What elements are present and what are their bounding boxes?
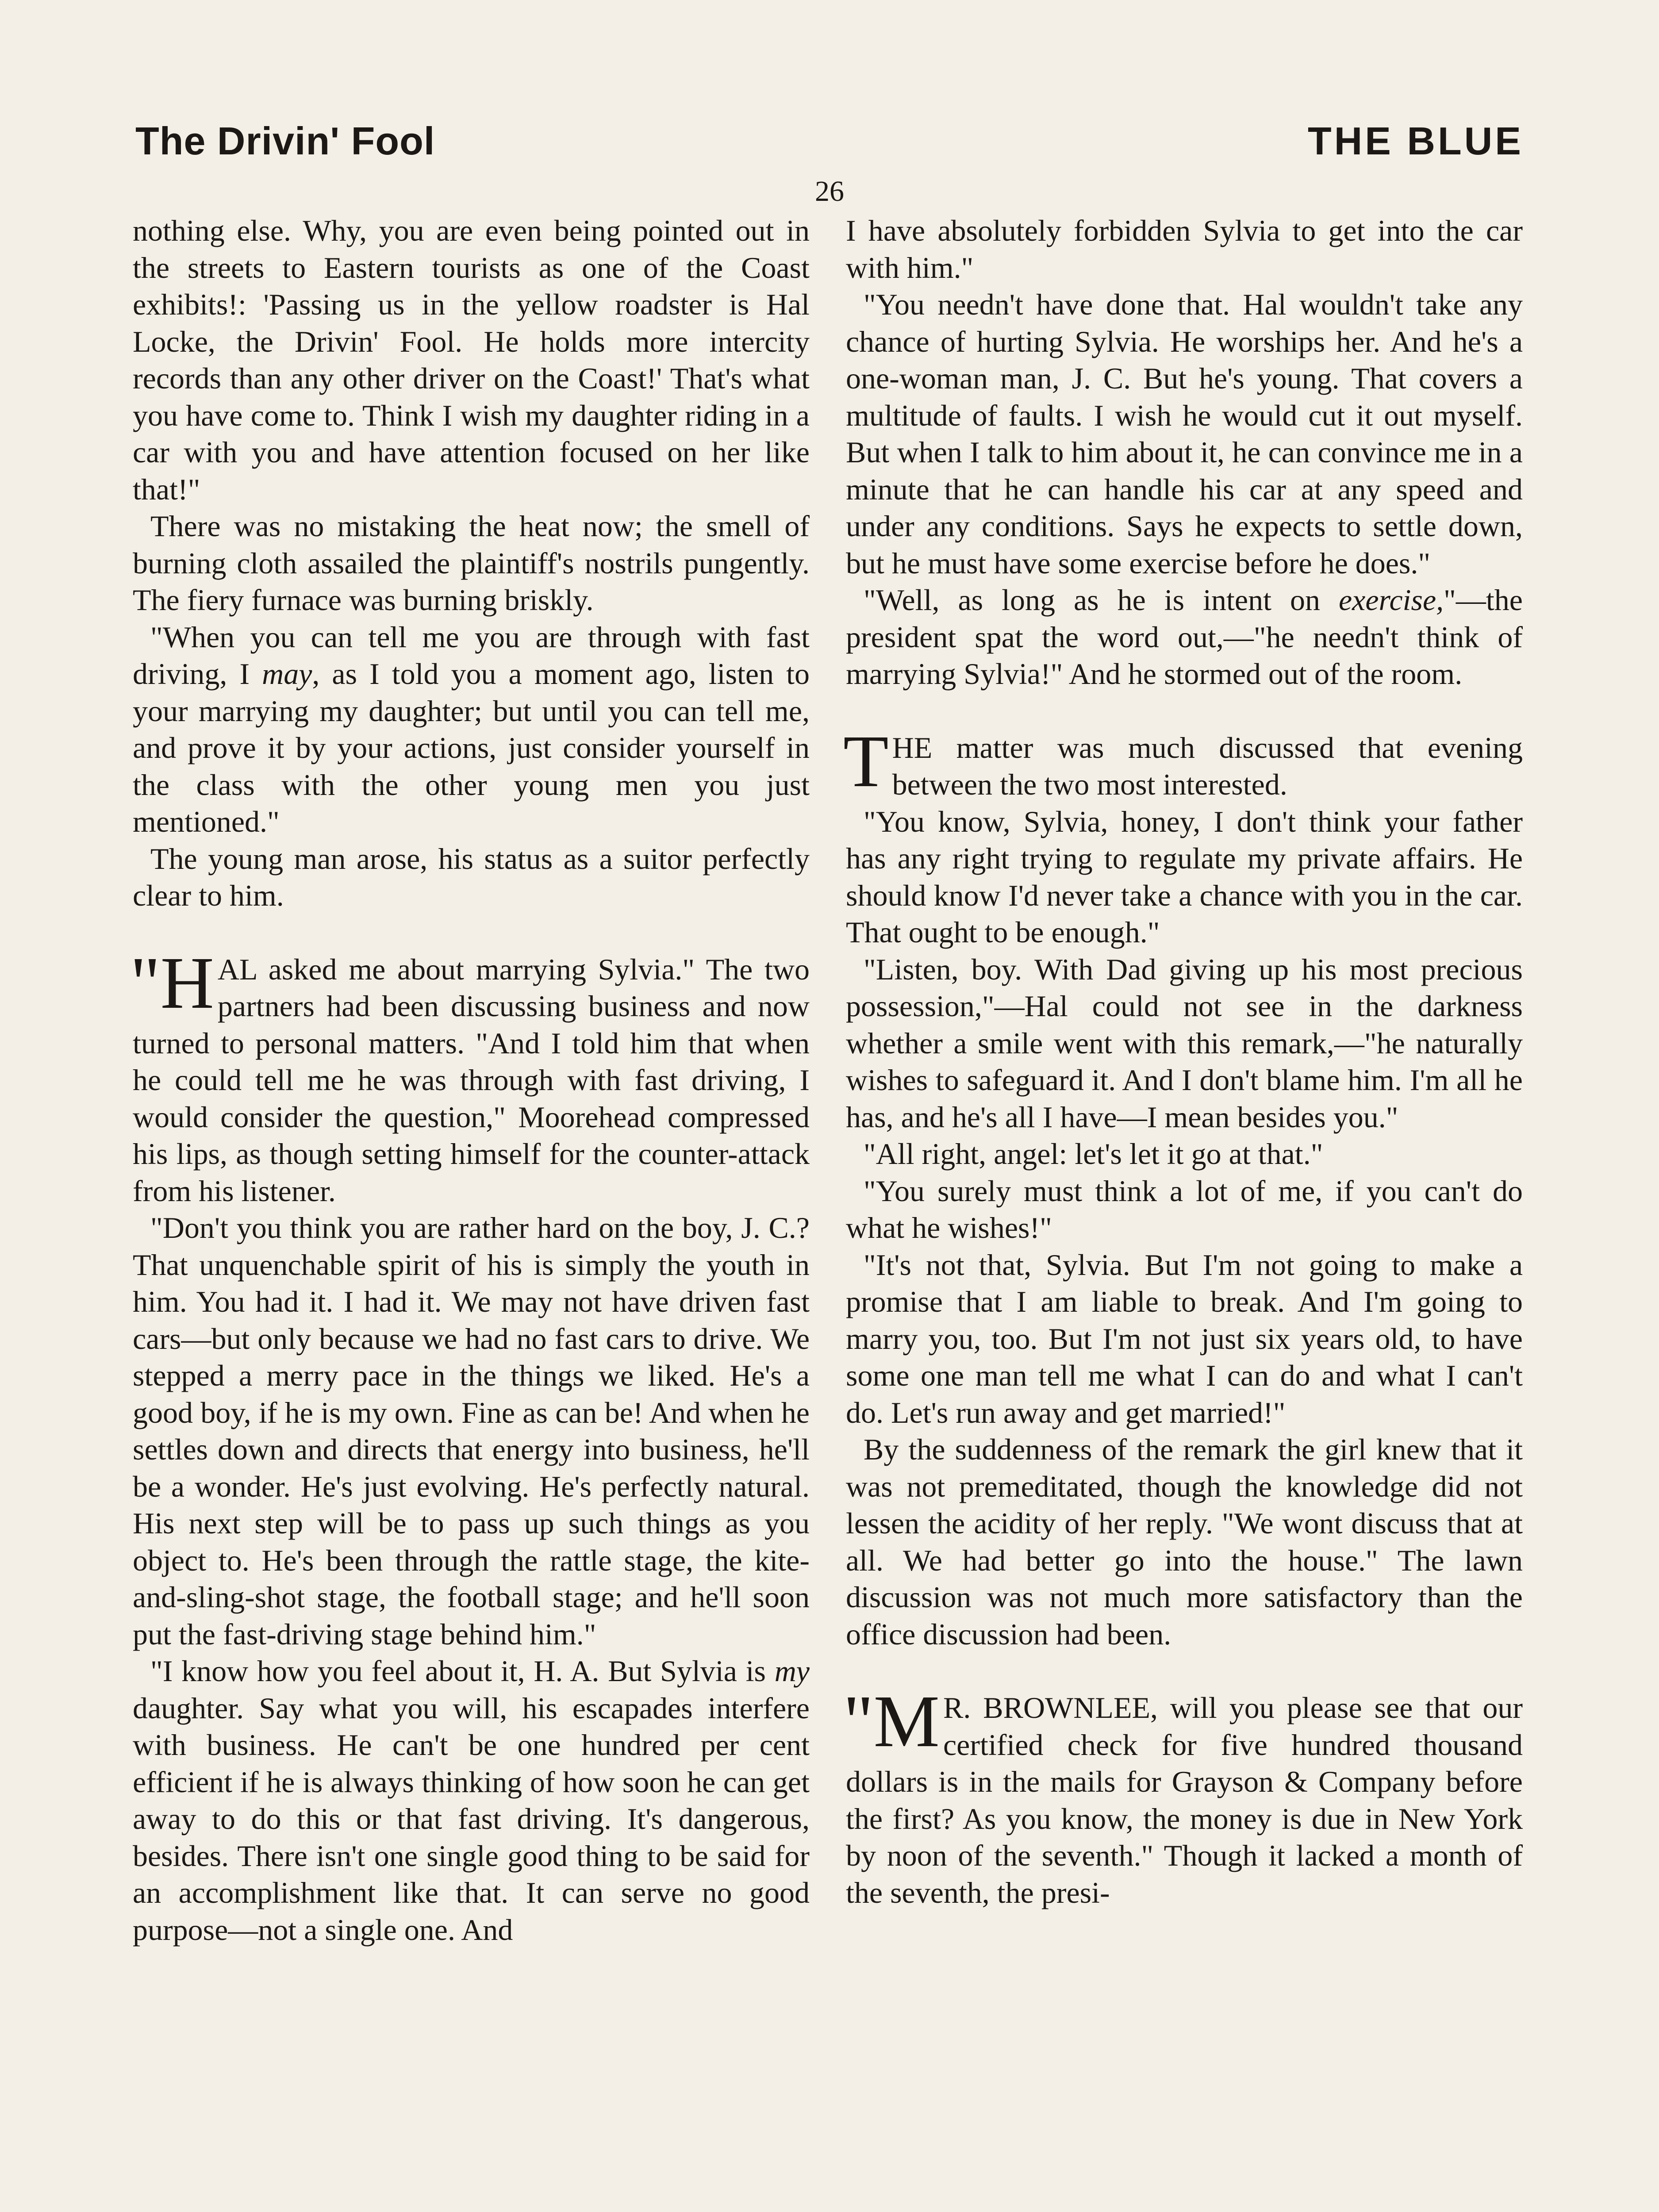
drop-cap-letter: H (160, 941, 214, 1024)
paragraph: The young man arose, his status as a suitor perfectly clear to him. (133, 841, 810, 912)
left-column (130, 212, 810, 1948)
section-start-paragraph (843, 1680, 1523, 1911)
drop-cap-letter: M (873, 1680, 940, 1763)
story-title-header: The Drivin' Fool (135, 119, 435, 163)
magazine-title-header: THE BLUE (1308, 119, 1524, 163)
text-run: "I know how you feel about it, H. A. But Sylvia is (150, 1654, 775, 1688)
paragraph: nothing else. Why, you are even being pointed out in the streets to Eastern tourists as one of the Coast exhibits!: 'Passing us in the yellow roadster is Hal Locke, the Drivin' Fool. He holds more intercity records than any other driver on the Coast!' That's what you have come to. Think I wish my daughter riding in a car with you and have attention focused on her like that!" (133, 214, 810, 506)
paragraph: By the suddenness of the remark the girl knew that it was not premeditated, though the knowledge did not lessen the acidity of her reply. "We wont discuss that at all. We had better go into the house." The lawn discussion was not much more satisfactory than the office discussion had been. (846, 1432, 1523, 1651)
paragraph (133, 1653, 810, 1948)
section-start-paragraph (843, 720, 1523, 803)
paragraph (846, 582, 1523, 693)
paragraph: "You know, Sylvia, honey, I don't think your father has any right trying to regulate my private affairs. He should know I'd never take a chance with you in the car. That ought to be enough." (846, 804, 1523, 949)
text-run: HE matter was much discussed that evening between the two most interested. (892, 730, 1523, 801)
text-run: "Well, as long as he is intent on (864, 583, 1339, 617)
paragraph: "Don't you think you are rather hard on the boy, J. C.? That unquenchable spirit of his is simply the youth in him. You had it. I had it. We may not have driven fast cars—but only because we had no fast cars to drive. We stepped a merry pace in the things we liked. He's a good boy, if he is my own. Fine as can be! And when he settles down and directs that energy into business, he'll be a wonder. He's just evolving. He's perfectly natural. His next step will be to pass up such things as you object to. He's been through the rattle stage, the kite-and-sling-shot stage, the football stage; and he'll soon put the fast-driving stage behind him." (133, 1211, 810, 1651)
drop-cap-quote: " (130, 941, 161, 1024)
page-number: 26 (815, 175, 844, 207)
paragraph (133, 619, 810, 841)
text-run: , as I told you a moment ago, listen to your marrying my daughter; but until you can tell me, and prove it by your actions, just consider yourself in the class with the other young men you just mentioned." (133, 657, 810, 838)
section-start-paragraph (130, 941, 810, 1210)
drop-cap (130, 941, 214, 1024)
text-run: "When you can tell me you are through with fast driving, I (133, 620, 810, 691)
paragraph: "All right, angel: let's let it go at that." (864, 1137, 1323, 1171)
paragraph: There was no mistaking the heat now; the smell of burning cloth assailed the plaintiff's nostrils pungently. The fiery furnace was burning briskly. (133, 509, 810, 617)
text-run: AL asked me about marrying Sylvia." The two partners had been discussing business and now turned to personal matters. "And I told him that when he could tell me he was through with fast driving, I would consider the question," Moorehead compressed his lips, as though setting himself for the counter-attack from his listener. (133, 952, 810, 1208)
paragraph: I have absolutely forbidden Sylvia to get into the car with him." (846, 214, 1523, 284)
paragraph: "It's not that, Sylvia. But I'm not going to make a promise that I am liable to break. And I'm going to marry you, too. But I'm not just six years old, to have some one man tell me what I can do and what I can't do. Let's run away and get married!" (846, 1248, 1523, 1429)
emphasis: exercise, (1338, 583, 1444, 617)
emphasis: my (774, 1654, 810, 1688)
text-run: R. BROWNLEE, will you please see that our certified check for five hundred thousand dollars is in the mails for Grayson & Company before the first? As you know, the money is due in New York by noon of the seventh." Though it lacked a month of the seventh, the presi- (846, 1691, 1523, 1909)
drop-cap (843, 1680, 940, 1763)
paragraph: "You surely must think a lot of me, if you can't do what he wishes!" (846, 1174, 1523, 1244)
drop-cap: T (843, 720, 889, 803)
emphasis: may (262, 657, 312, 691)
paragraph: "Listen, boy. With Dad giving up his most precious possession,"—Hal could not see in the darkness whether a smile went with this remark,—"he naturally wishes to safeguard it. And I don't blame him. I'm all he has, and he's all I have—I mean besides you." (846, 952, 1523, 1134)
paragraph: "You needn't have done that. Hal wouldn't take any chance of hurting Sylvia. He worships her. And he's a one-woman man, J. C. But he's young. That covers a multitude of faults. I wish he would cut it out myself. But when I talk to him about it, he can convince me in a minute that he can handle his car at any speed and under any conditions. Says he expects to settle down, but he must have some exercise before he does." (846, 288, 1523, 580)
text-run: "—the president spat the word out,—"he needn't think of marrying Sylvia!" And he stormed out of the room. (846, 583, 1523, 691)
right-column (843, 212, 1523, 1911)
drop-cap-quote: " (843, 1680, 874, 1763)
text-run: daughter. Say what you will, his escapades interfere with business. He can't be one hundred per cent efficient if he is always thinking of how soon he can get away to do this or that fast driving. It's dangerous, besides. There isn't one single good thing to be said for an accomplishment like that. It can serve no good purpose—not a single one. And (133, 1691, 810, 1947)
